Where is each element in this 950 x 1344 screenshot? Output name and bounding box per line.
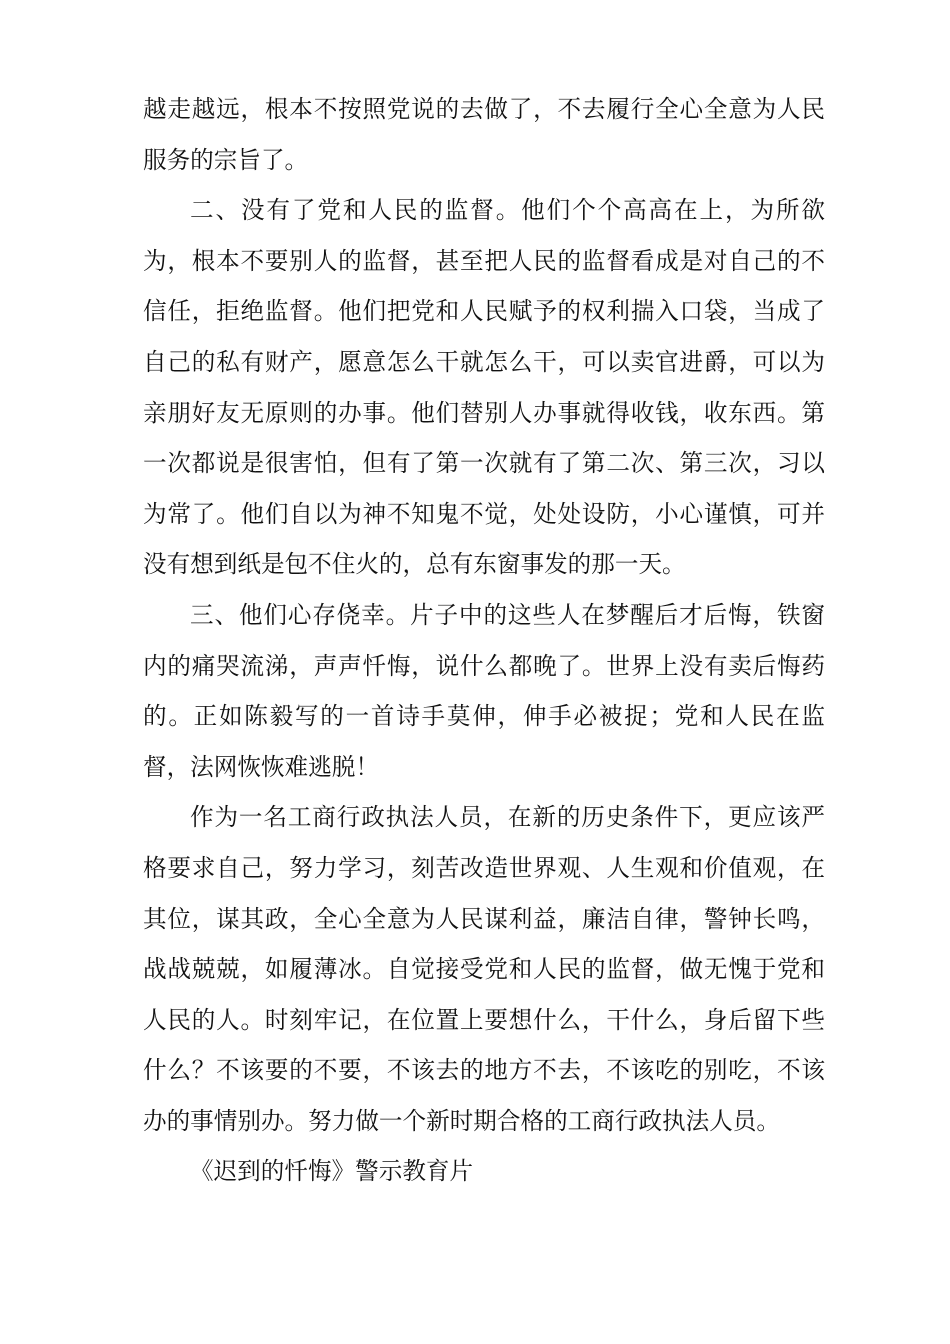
paragraph-conclusion: 作为一名工商行政执法人员，在新的历史条件下，更应该严格要求自己，努力学习，刻苦改造世界观、人生观和价值观，在其位，谋其政，全心全意为人民谋利益，廉洁自律，警钟长鸣，战战兢兢，如履薄冰。自觉接受党和人民的监督，做无愧于党和人民的人。时刻牢记，在位置上要想什么，干什么，身后留下些什么？不该要的不要，不该去的地方不去，不该吃的别吃，不该办的事情别办。努力做一个新时期合格的工商行政执法人员。 [143,803,825,1135]
paragraph-section-two: 二、没有了党和人民的监督。他们个个高高在上，为所欲为，根本不要别人的监督，甚至把人民的监督看成是对自己的不信任，拒绝监督。他们把党和人民赋予的权利揣入口袋，当成了自己的私有财产，愿意怎么干就怎么干，可以卖官进爵，可以为亲朋好友无原则的办事。他们替别人办事就得收钱，收东西。第一次都说是很害怕，但有了第一次就有了第二次、第三次，习以为常了。他们自以为神不知鬼不觉，处处设防，小心谨慎，可并没有想到纸是包不住火的，总有东窗事发的那一天。 [143,196,825,579]
paragraph-section-three: 三、他们心存侥幸。片子中的这些人在梦醒后才后悔，铁窗内的痛哭流涕，声声忏悔，说什么都晚了。世界上没有卖后悔药的。正如陈毅写的一首诗手莫伸，伸手必被捉；党和人民在监督，法网恢恢难逃脱！ [143,600,825,781]
paragraph-continuation: 越走越远，根本不按照党说的去做了，不去履行全心全意为人民服务的宗旨了。 [143,95,825,174]
document-body [143,84,825,1197]
next-article-title: 《迟到的忏悔》警示教育片 [190,1157,474,1186]
